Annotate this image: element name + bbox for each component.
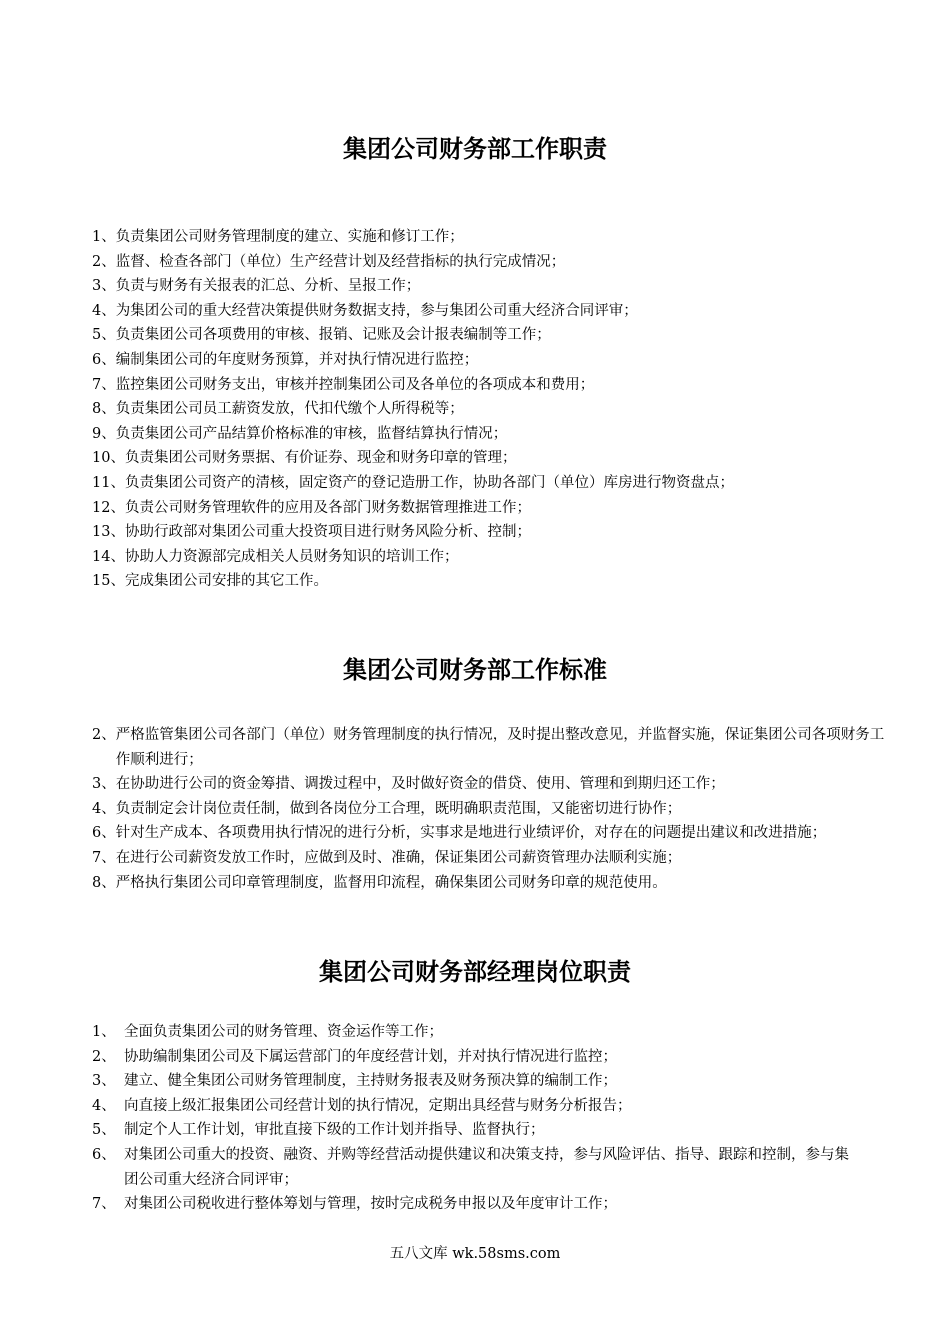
item-number: 1、	[92, 229, 116, 245]
item-number: 14、	[92, 548, 125, 565]
item-text: 负责集团公司财务管理制度的建立、实施和修订工作；	[115, 229, 464, 245]
list-item	[0, 846, 950, 871]
item-number: 2、	[92, 253, 116, 270]
list-item	[0, 225, 950, 250]
list-item	[0, 1020, 950, 1045]
item-number: 5、	[92, 327, 116, 344]
list-item	[0, 323, 950, 348]
item-number: 5、	[92, 1122, 116, 1139]
list-item	[0, 545, 950, 570]
section-title-manager-duties: 集团公司财务部经理岗位职责	[319, 958, 631, 986]
list-item	[0, 723, 950, 772]
item-number: 11、	[92, 474, 125, 491]
item-number: 4、	[92, 800, 116, 817]
item-text: 制定个人工作计划，审批直接下级的工作计划并指导、监督执行；	[124, 1122, 545, 1139]
list-item	[0, 446, 950, 471]
item-number: 6、	[92, 1146, 116, 1163]
item-number: 2、	[92, 727, 116, 743]
footer-watermark: 五八文库 wk.58sms.com	[389, 1246, 561, 1262]
item-number: 2、	[92, 1048, 116, 1065]
item-text: 建立、健全集团公司财务管理制度，主持财务报表及财务预决算的编制工作；	[124, 1073, 617, 1090]
item-number: 8、	[92, 401, 116, 418]
item-text: 在协助进行公司的资金筹措、调拨过程中，及时做好资金的借贷、使用、管理和到期归还工作；	[115, 776, 725, 793]
item-text: 负责集团公司员工薪资发放，代扣代缴个人所得税等；	[115, 401, 464, 418]
item-text: 编制集团公司的年度财务预算，并对执行情况进行监控；	[115, 351, 479, 368]
item-text: 负责公司财务管理软件的应用及各部门财务数据管理推进工作；	[124, 499, 531, 516]
item-text: 向直接上级汇报集团公司经营计划的执行情况，定期出具经营与财务分析报告；	[124, 1097, 632, 1114]
item-text: 负责集团公司资产的清核，固定资产的登记造册工作，协助各部门（单位）库房进行物资盘点；	[124, 474, 734, 491]
list-item	[0, 1094, 950, 1119]
item-text: 监督、检查各部门（单位）生产经营计划及经营指标的执行完成情况；	[115, 253, 566, 270]
item-text: 负责集团公司财务票据、有价证券、现金和财务印章的管理；	[124, 450, 517, 467]
item-number: 7、	[92, 1196, 116, 1213]
list-item	[0, 373, 950, 398]
list-item	[0, 1045, 950, 1070]
section-title-duties: 集团公司财务部工作职责	[343, 135, 607, 163]
item-text: 对集团公司税收进行整体筹划与管理，按时完成税务申报以及年度审计工作；	[124, 1196, 617, 1213]
item-text: 协助编制集团公司及下属运营部门的年度经营计划，并对执行情况进行监控；	[124, 1048, 617, 1065]
list-item	[0, 348, 950, 373]
item-number: 13、	[92, 524, 125, 541]
manager-duties-list	[0, 1020, 950, 1217]
section-title-standards: 集团公司财务部工作标准	[343, 656, 607, 684]
item-text: 对集团公司重大的投资、融资、并购等经营活动提供建议和决策支持，参与风险评估、指导、跟踪和控制，参与集团公司重大经济合同评审；	[124, 1146, 849, 1188]
item-text: 针对生产成本、各项费用执行情况的进行分析，实事求是地进行业绩评价，对存在的问题提出建议和改进措施；	[115, 825, 827, 842]
item-number: 1、	[92, 1024, 116, 1040]
item-text: 协助行政部对集团公司重大投资项目进行财务风险分析、控制；	[124, 524, 531, 541]
item-number: 7、	[92, 849, 116, 866]
item-text: 全面负责集团公司的财务管理、资金运作等工作；	[124, 1024, 443, 1040]
list-item	[0, 797, 950, 822]
list-item	[0, 299, 950, 324]
item-number: 4、	[92, 302, 116, 319]
list-item	[0, 520, 950, 545]
list-item	[0, 569, 950, 594]
item-number: 7、	[92, 376, 116, 393]
duties-list	[0, 225, 950, 594]
item-text: 严格执行集团公司印章管理制度，监督用印流程，确保集团公司财务印章的规范使用。	[115, 874, 667, 891]
item-number: 6、	[92, 351, 116, 368]
list-item	[0, 250, 950, 275]
item-number: 15、	[92, 573, 125, 590]
standards-list	[0, 723, 950, 895]
item-text: 监控集团公司财务支出，审核并控制集团公司及各单位的各项成本和费用；	[115, 376, 595, 393]
item-number: 3、	[92, 776, 116, 793]
list-item	[0, 871, 950, 896]
list-item	[0, 422, 950, 447]
item-number: 10、	[92, 450, 125, 467]
item-number: 12、	[92, 499, 125, 516]
list-item	[0, 496, 950, 521]
item-number: 6、	[92, 825, 116, 842]
list-item	[0, 1192, 950, 1217]
list-item	[0, 1069, 950, 1094]
list-item	[0, 397, 950, 422]
item-number: 9、	[92, 425, 116, 442]
list-item	[0, 1143, 950, 1192]
item-text: 负责集团公司产品结算价格标准的审核，监督结算执行情况；	[115, 425, 508, 442]
list-item	[0, 274, 950, 299]
item-text: 在进行公司薪资发放工作时，应做到及时、准确，保证集团公司薪资管理办法顺利实施；	[115, 849, 682, 866]
item-number: 3、	[92, 278, 116, 295]
item-text: 负责集团公司各项费用的审核、报销、记账及会计报表编制等工作；	[115, 327, 551, 344]
item-text: 为集团公司的重大经营决策提供财务数据支持，参与集团公司重大经济合同评审；	[115, 302, 638, 319]
item-number: 3、	[92, 1073, 116, 1090]
item-text: 完成集团公司安排的其它工作。	[124, 573, 328, 590]
item-text: 负责与财务有关报表的汇总、分析、呈报工作；	[115, 278, 421, 295]
item-text: 负责制定会计岗位责任制，做到各岗位分工合理，既明确职责范围，又能密切进行协作；	[115, 800, 682, 817]
item-number: 8、	[92, 874, 116, 891]
item-number: 4、	[92, 1097, 116, 1114]
list-item	[0, 1118, 950, 1143]
item-text: 严格监管集团公司各部门（单位）财务管理制度的执行情况，及时提出整改意见，并监督实施，保证集团公司各项财务工作顺利进行；	[115, 727, 885, 768]
list-item	[0, 821, 950, 846]
item-text: 协助人力资源部完成相关人员财务知识的培训工作；	[124, 548, 459, 565]
list-item	[0, 772, 950, 797]
list-item	[0, 471, 950, 496]
